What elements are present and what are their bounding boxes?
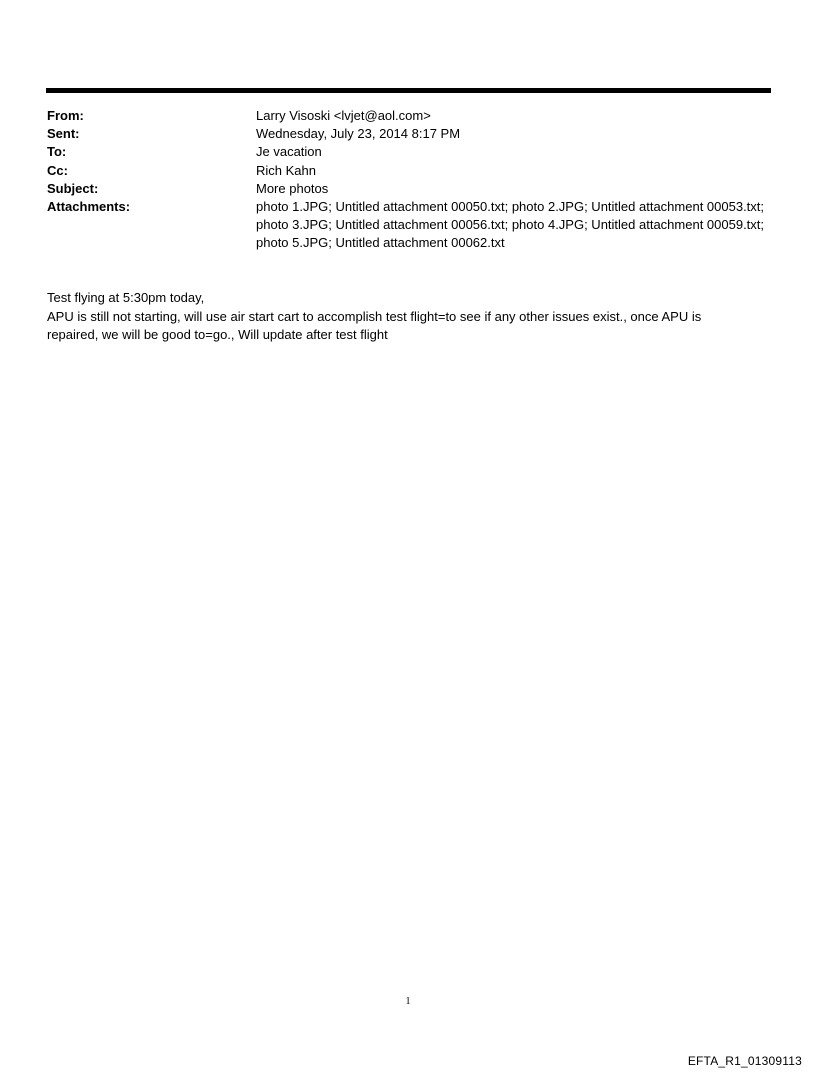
- bates-number: EFTA_R1_01309113: [687, 1054, 802, 1068]
- subject-row: [47, 180, 767, 198]
- from-label: From:: [47, 108, 84, 123]
- attachments-row: [47, 198, 767, 253]
- attachments-label: Attachments:: [47, 199, 131, 215]
- to-row: [47, 143, 767, 161]
- email-header: [47, 107, 767, 253]
- sent-value: Wednesday, July 23, 2014 8:17 PM: [256, 126, 461, 142]
- page-number: 1: [405, 996, 411, 1007]
- to-label: To:: [47, 144, 67, 160]
- sent-row: [47, 125, 767, 143]
- body-line-1: Test flying at 5:30pm today,: [47, 290, 205, 305]
- subject-value: More photos: [256, 180, 329, 196]
- attachments-value: photo 1.JPG; Untitled attachment 00050.txt; photo 2.JPG; Untitled attachment 00053.txt; photo 3.JPG; Untitled attachment 00056.txt; photo 4.JPG; Untitled attachment 00059.txt; photo 5.JPG; Untitled attachment 00062.txt: [256, 199, 765, 251]
- body-line-2: APU is still not starting, will use air start cart to accomplish test flight=to see if any other issues exist., once APU is repaired, we will be good to=go., Will update after test flight: [47, 308, 702, 343]
- cc-value: Rich Kahn: [256, 162, 316, 178]
- from-value: Larry Visoski <lvjet@aol.com>: [256, 108, 431, 123]
- email-body: [47, 289, 747, 345]
- from-row: [47, 107, 767, 125]
- subject-label: Subject:: [47, 180, 99, 196]
- cc-label: Cc:: [47, 162, 68, 178]
- to-value: Je vacation: [256, 144, 322, 160]
- cc-row: [47, 162, 767, 180]
- header-divider: [46, 88, 771, 93]
- sent-label: Sent:: [47, 126, 80, 142]
